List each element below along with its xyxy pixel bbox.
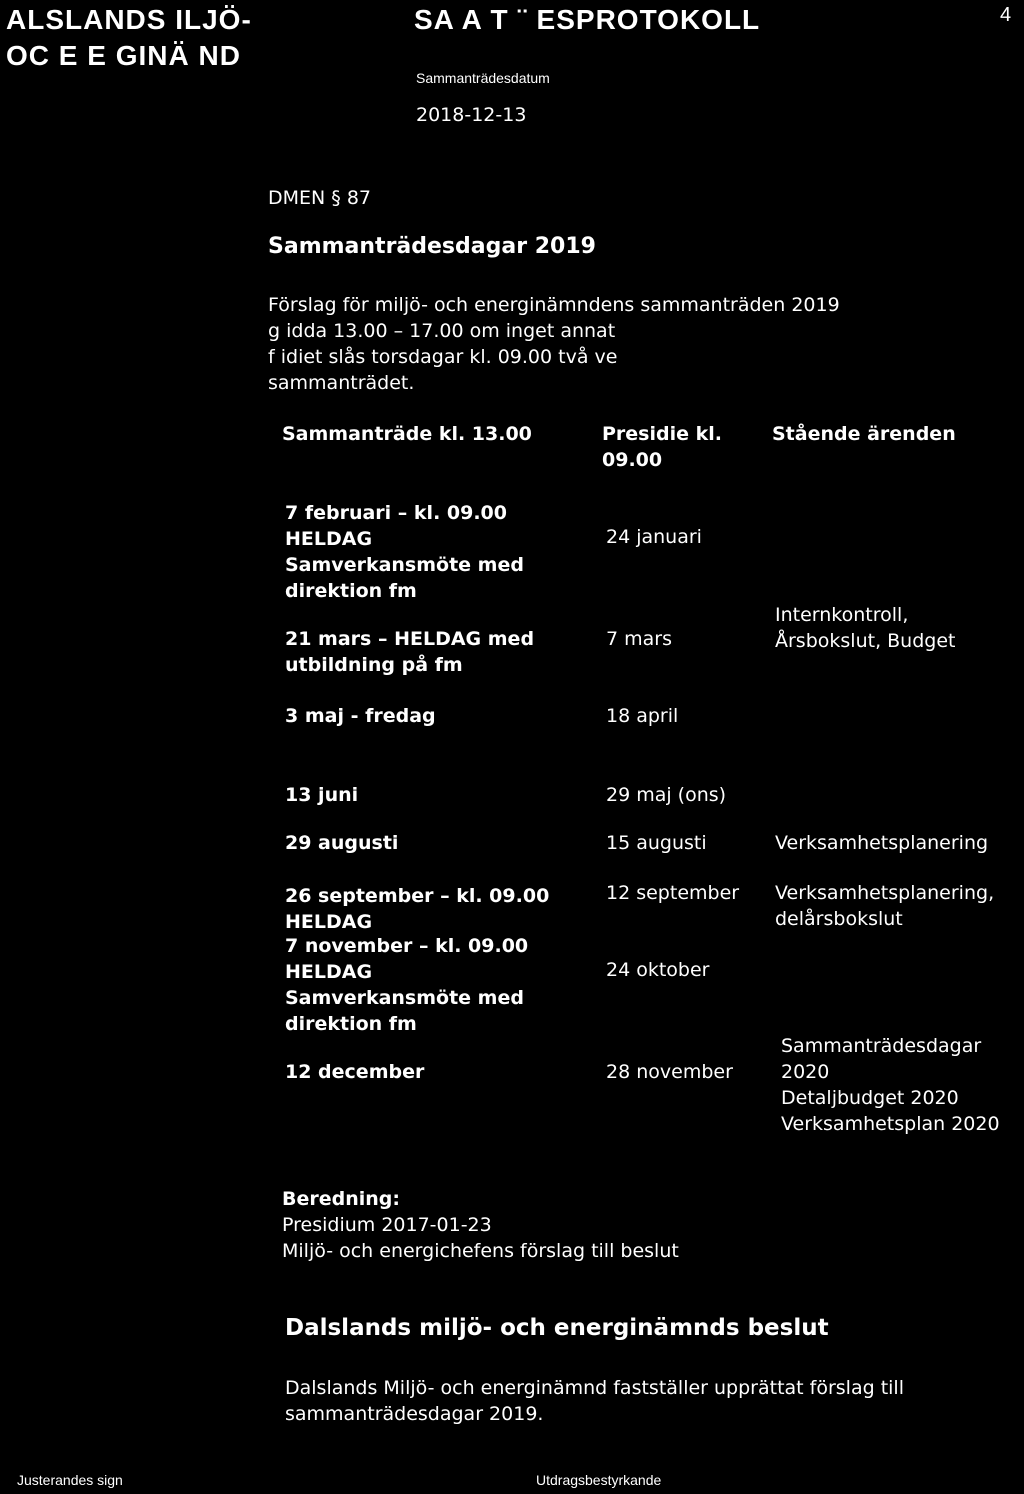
meeting-cell: 7 februari – kl. 09.00 HELDAG Samverkansmöte med direktion fm (285, 502, 524, 602)
decision-heading: Dalslands miljö- och energinämnds beslut (285, 1315, 829, 1341)
presidium-cell: 24 oktober (606, 959, 710, 981)
meeting-cell: 13 juni (285, 784, 359, 806)
meeting-cell: 29 augusti (285, 832, 399, 854)
organization-name-line2: OC E E GINÄ ND (6, 40, 241, 71)
organization-name-line1: ALSLANDS ILJÖ- (6, 4, 252, 35)
intro-line-4: sammanträdet. (268, 372, 415, 394)
column-header-presidium: Presidie kl. 09.00 (602, 423, 722, 471)
presidium-cell: 7 mars (606, 628, 672, 650)
meeting-cell: 7 november – kl. 09.00 HELDAG Samverkansmöte med direktion fm (285, 935, 529, 1035)
meeting-cell: 12 december (285, 1061, 425, 1083)
intro-line-1: Förslag för miljö- och energinämndens sammanträden 2019 (268, 294, 840, 316)
meeting-date-value: 2018-12-13 (416, 104, 527, 126)
meeting-cell: 26 september – kl. 09.00 HELDAG (285, 885, 550, 933)
meeting-date-label: Sammanträdesdatum (416, 70, 550, 86)
column-header-standing: Stående ärenden (772, 423, 956, 445)
decision-line-2: sammanträdesdagar 2019. (285, 1403, 544, 1425)
paragraph-reference: DMEN § 87 (268, 187, 371, 209)
decision-line-1: Dalslands Miljö- och energinämnd fastställer upprättat förslag till (285, 1377, 904, 1399)
presidium-cell: 24 januari (606, 526, 702, 548)
meeting-cell: 3 maj - fredag (285, 705, 436, 727)
meeting-cell: 21 mars – HELDAG med utbildning på fm (285, 628, 535, 676)
preparation-line-2: Miljö- och energichefens förslag till beslut (282, 1240, 679, 1262)
presidium-cell: 29 maj (ons) (606, 784, 727, 806)
presidium-cell: 28 november (606, 1061, 733, 1083)
standing-items-cell: Verksamhetsplanering, delårsbokslut (775, 882, 995, 930)
preparation-label: Beredning: (282, 1188, 400, 1210)
presidium-cell: 15 augusti (606, 832, 707, 854)
column-header-meeting: Sammanträde kl. 13.00 (282, 423, 532, 445)
protocol-title: SA A T ¨ ESPROTOKOLL (414, 4, 761, 35)
standing-items-cell: Sammanträdesdagar 2020 Detaljbudget 2020 Verksamhetsplan 2020 (781, 1035, 1000, 1135)
section-title: Sammanträdesdagar 2019 (268, 234, 596, 259)
intro-line-2: g idda 13.00 – 17.00 om inget annat (268, 320, 616, 342)
presidium-cell: 18 april (606, 705, 679, 727)
footer-certification-label: Utdragsbestyrkande (536, 1472, 662, 1488)
intro-line-3: f idiet slås torsdagar kl. 09.00 två ve (268, 346, 618, 368)
footer-signature-label: Justerandes sign (17, 1472, 123, 1488)
preparation-line-1: Presidium 2017-01-23 (282, 1214, 492, 1236)
standing-items-cell: Internkontroll, Årsbokslut, Budget (775, 604, 956, 652)
standing-items-cell: Verksamhetsplanering (775, 832, 989, 854)
presidium-cell: 12 september (606, 882, 740, 904)
page-number: 4 (1000, 4, 1012, 26)
